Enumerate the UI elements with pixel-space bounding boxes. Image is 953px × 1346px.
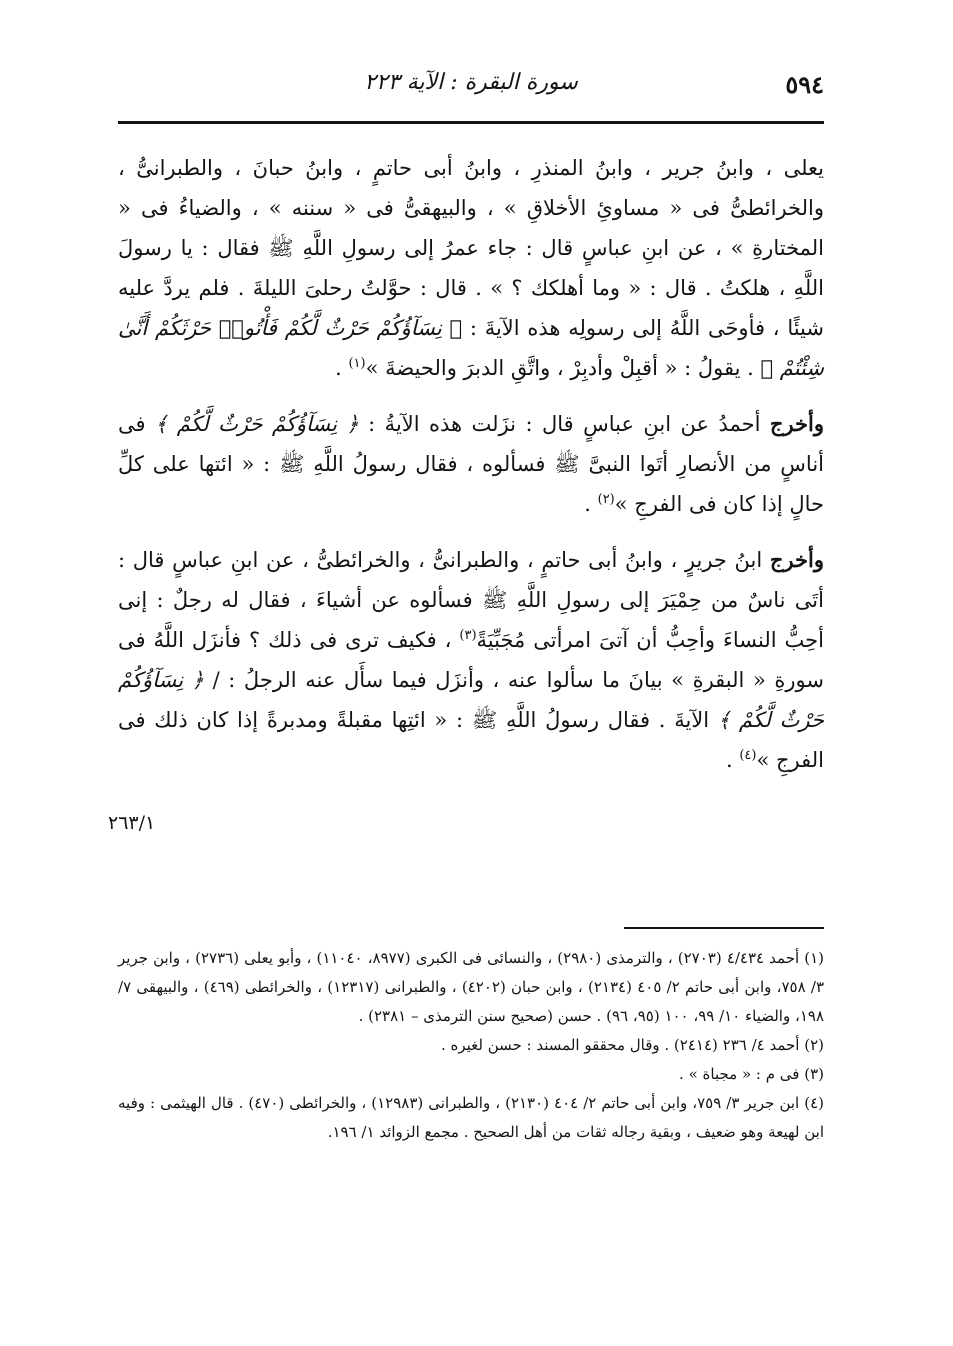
- paragraph-1-end: .: [335, 356, 342, 380]
- paragraph-3-text-c: الآيةَ . فقال رسولُ اللَّهِ ﷺ : « ائتِها مقبلةً ومدبرةً إذا كان ذلك فى الفرجِ »: [118, 708, 824, 772]
- paragraph-2-text-b: فى أناسٍ من الأنصارِ أتَوا النبىَّ ﷺ فسألوه ، فقال رسولُ اللَّهِ ﷺ : « ائتها على كلِّ حالٍ إذا كان فى الفرجِ »: [118, 412, 824, 516]
- margin-volume-page-note: ٢٦٣/١: [108, 812, 156, 834]
- footnote-ref-4: (٤): [739, 748, 757, 763]
- footnote-2: (٢) أحمد ٤/ ٢٣٦ (٢٤١٤) . وقال محققو المسند : حسن لغيره .: [440, 1036, 824, 1054]
- paragraph-2-lead: وأخرج: [769, 411, 824, 436]
- footnotes: [118, 944, 824, 1147]
- footnote-ref-2: (٢): [597, 492, 615, 507]
- running-title: سورة البقرة : الآية ٢٢٣: [364, 70, 578, 95]
- footnote-ref-3: (٣): [459, 628, 477, 643]
- header-rule: [118, 121, 824, 124]
- quran-verse: ﴿ نِسَآؤُكُمْ حَرْثٌ لَّكُمْ ﴾: [118, 668, 824, 732]
- paragraph-1: [118, 148, 824, 388]
- paragraph-2-end: .: [584, 492, 591, 516]
- paragraph-3-text-a: ابنُ جريرٍ ، وابنُ أبى حاتمٍ ، والطبرانىُّ ، والخرائطىُّ ، عن ابنِ عباسٍ قال : أتَى ناسٌ من حِمْيَرَ إلى رسولِ اللَّهِ ﷺ فسألوه عن أشياءَ ، فقال له رجلٌ : إنى أحِبُّ النساءَ وأحِبُّ أن آتىَ امرأتى مُجَبِّيَةً: [118, 548, 824, 652]
- paragraph-2: [118, 404, 824, 524]
- footnote-rule: [624, 927, 824, 929]
- footnote-ref-1: (١): [348, 356, 366, 371]
- paragraph-1-text-a: يعلى ، وابنُ جرير ، وابنُ المنذرِ ، وابنُ أبى حاتمٍ ، وابنُ حبانَ ، والطبرانىُّ ، والخرائطىُّ فى « مساوئِ الأخلاقِ » ، والبيهقىُّ فى « سننه » ، والضياءُ فى « المختارةِ » ، عن ابنِ عباسٍ قال : جاء عمرُ إلى رسولِ اللَّهِ ﷺ فقال : يا رسولَ اللَّهِ ، هلكتُ . قال : « وما أهلكك ؟ » . قال : حوَّلتُ رحلىَ الليلةَ . فلم يردَّ عليه شيئًا ، فأوحَى اللَّهُ إلى رسولِه هذه الآيةَ :: [118, 156, 824, 340]
- paragraph-3-text-b: ، فكيف ترى فى ذلك ؟ فأنزَل اللَّهُ فى سورةِ « البقرةِ » بيانَ ما سألوا عنه ، وأنزَل فيما سأَل عنه الرجلُ : /: [118, 628, 824, 692]
- paragraph-3-lead: وأخرج: [769, 547, 824, 572]
- paragraph-1-text-b: . يقولُ : « أقبِلْ وأدبِرْ ، واتَّقِ الدبرَ والحيضةَ »: [365, 356, 754, 380]
- footnote-1: (١) أحمد ٤/٤٣٤ (٢٧٠٣) ، والترمذى (٢٩٨٠) ، والنسائى فى الكبرى (٨٩٧٧، ١١٠٤٠) ، وأبو يعلى (٢٧٣٦) ، وابن جرير ٣/ ٧٥٨، وابن أبى حاتم ٢/ ٤٠٥ (٢١٣٤) ، وابن حبان (٤٢٠٢) ، والطبرانى (١٢٣١٧) ، والخرائطى (٤٦٩) ، والبيهقى ٧/ ١٩٨، والضياء ١٠/ ٩٩، ١٠٠ (٩٥، ٩٦) . حسن (صحيح سنن الترمذى – ٢٣٨١) .: [118, 949, 825, 1025]
- paragraph-2-text-a: أحمدُ عن ابنِ عباسٍ قال : نزَلت هذه الآيةُ :: [368, 412, 761, 436]
- page-header: [118, 62, 824, 112]
- quran-verse: ﴿ نِسَآؤُكُمْ حَرْثٌ لَّكُمْ فَأْتُوا۟ حَرْثَكُمْ أَنَّىٰ شِئْتُمْ ﴾: [118, 316, 824, 380]
- footnote-4: (٤) ابن جرير ٣/ ٧٥٩، وابن أبى حاتم ٢/ ٤٠٤ (٢١٣٠) ، والطبرانى (١٢٩٨٣) ، والخرائطى (٤٧٠) . قال الهيثمى : وفيه ابن لهيعة وهو ضعيف ، وبقية رجاله ثقات من أهل الصحيح . مجمع الزوائد ١/ ١٩٦.: [118, 1094, 824, 1141]
- quran-verse: ﴿ نِسَآؤُكُمْ حَرْثٌ لَّكُمْ ﴾: [154, 412, 359, 436]
- paragraph-3-end: .: [725, 748, 733, 772]
- page-number: ٥٩٤: [785, 70, 824, 99]
- main-text: [118, 148, 824, 780]
- footnote-3: (٣) فى م : « مجباة » .: [679, 1065, 824, 1083]
- paragraph-3: [118, 540, 824, 780]
